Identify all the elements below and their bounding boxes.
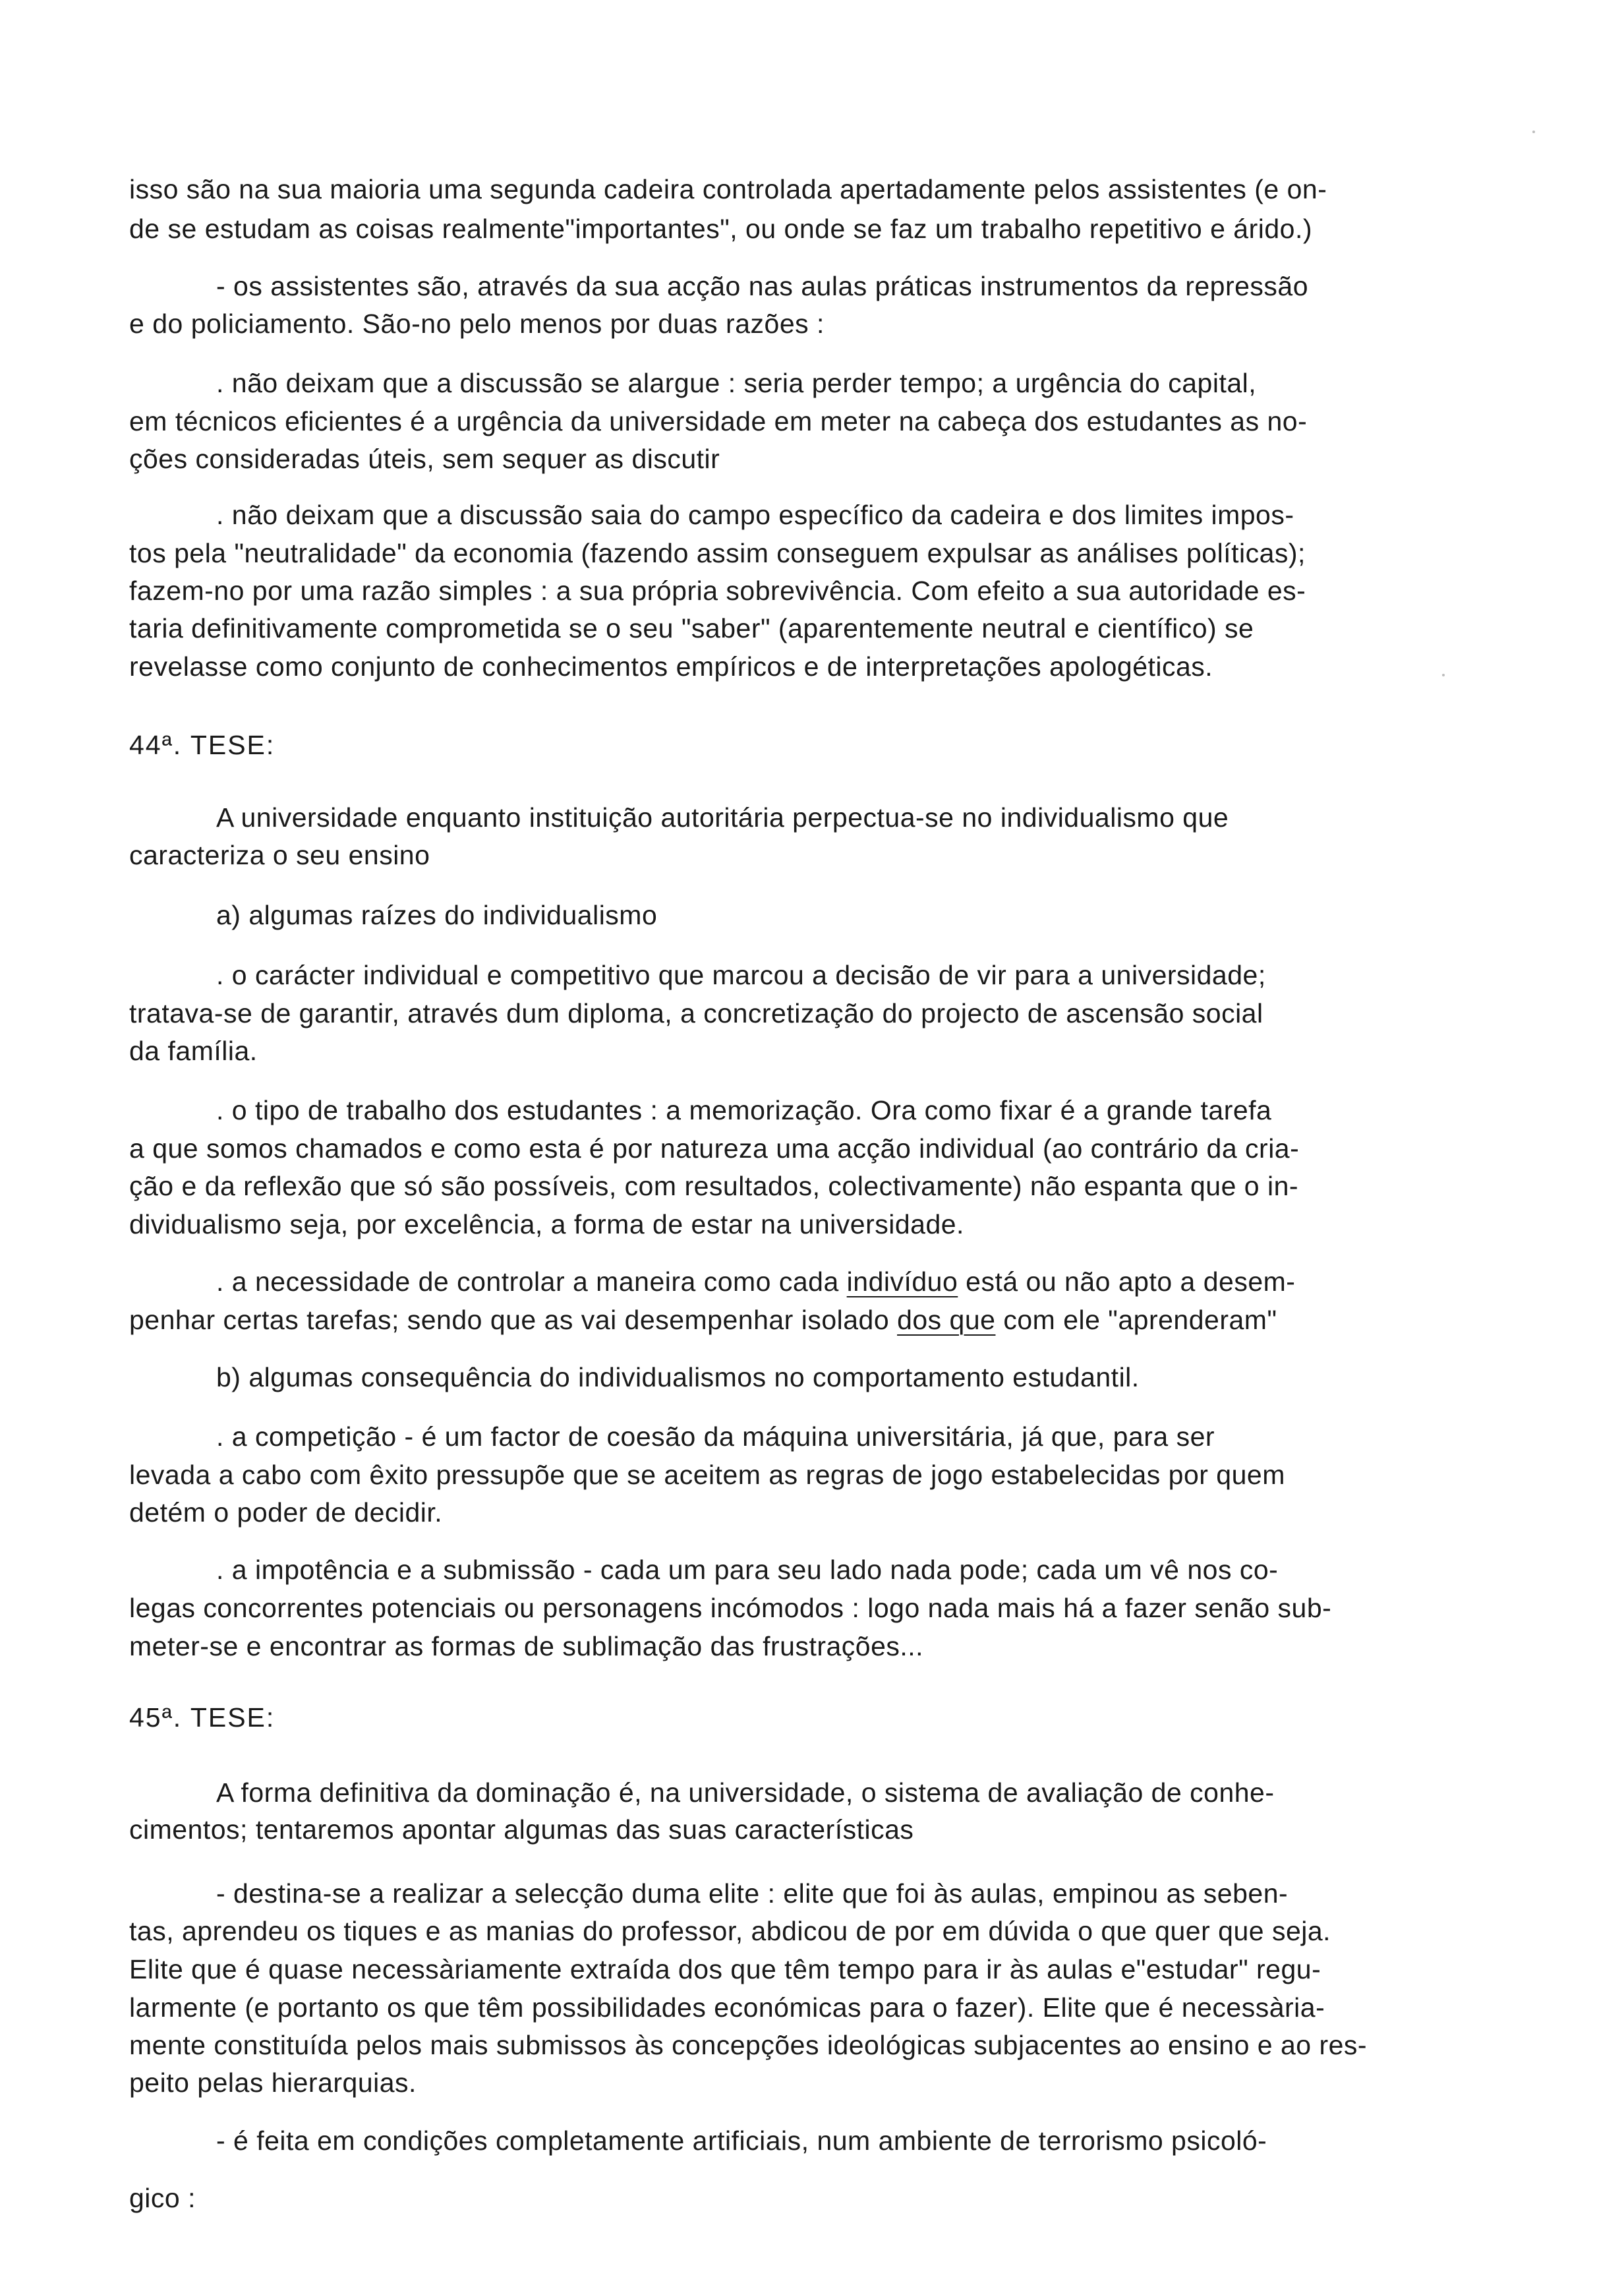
paragraph-15-line-2: gico : xyxy=(129,2183,196,2213)
paragraph-1-line-1: isso são na sua maioria uma segunda cadeira controlada apertadamente pelos assistentes (e on- xyxy=(129,174,1327,204)
paragraph-14-line-3: Elite que é quase necessàriamente extraída dos que têm tempo para ir às aulas e"estudar" regu- xyxy=(129,1954,1321,1984)
paragraph-14-line-4: larmente (e portanto os que têm possibilidades económicas para o fazer). Elite que é necessària- xyxy=(129,1992,1325,2023)
paragraph-4-line-1: . não deixam que a discussão saia do campo específico da cadeira e dos limites impos- xyxy=(216,500,1294,530)
paragraph-15-line-1: - é feita em condições completamente artificiais, num ambiente de terrorismo psicoló- xyxy=(216,2126,1267,2156)
paragraph-1-line-2: de se estudam as coisas realmente"importantes", ou onde se faz um trabalho repetitivo e árido.) xyxy=(129,214,1312,244)
paragraph-8-line-3: ção e da reflexão que só são possíveis, com resultados, colectivamente) não espanta que o in- xyxy=(129,1171,1299,1201)
paragraph-11-line-2: levada a cabo com êxito pressupõe que se aceitem as regras de jogo estabelecidas por quem xyxy=(129,1460,1285,1490)
paragraph-12-line-2: legas concorrentes potenciais ou personagens incómodos : logo nada mais há a fazer senão sub- xyxy=(129,1593,1332,1623)
paragraph-7-line-3: da família. xyxy=(129,1036,258,1066)
paragraph-8-line-2: a que somos chamados e como esta é por natureza uma acção individual (ao contrário da cria- xyxy=(129,1133,1300,1164)
paragraph-10: b) algumas consequência do individualismos no comportamento estudantil. xyxy=(216,1362,1140,1392)
thesis-44-heading: 44ª. TESE: xyxy=(129,730,276,760)
underlined-phrase-dos-que: dos que xyxy=(897,1305,996,1335)
paragraph-14-line-1: - destina-se a realizar a selecção duma elite : elite que foi às aulas, empinou as seben- xyxy=(216,1878,1289,1909)
paragraph-7-line-2: tratava-se de garantir, através dum diploma, a concretização do projecto de ascensão social xyxy=(129,998,1263,1028)
paragraph-9-line-2-start: penhar certas tarefas; sendo que as vai desempenhar isolado xyxy=(129,1305,898,1335)
paragraph-9-line-1-start: . a necessidade de controlar a maneira como cada xyxy=(216,1266,847,1297)
scan-speck xyxy=(1532,131,1535,133)
paragraph-3-line-1: . não deixam que a discussão se alargue : seria perder tempo; a urgência do capital, xyxy=(216,368,1257,398)
paragraph-14-line-5: mente constituída pelos mais submissos às concepções ideológicas subjacentes ao ensino e ao res- xyxy=(129,2030,1368,2060)
paragraph-8-line-4: dividualismo seja, por excelência, a forma de estar na universidade. xyxy=(129,1209,964,1239)
paragraph-5-line-1: A universidade enquanto instituição autoritária perpectua-se no individualismo que xyxy=(216,802,1229,833)
paragraph-13-line-2: cimentos; tentaremos apontar algumas das suas características xyxy=(129,1814,914,1845)
paragraph-3-line-2: em técnicos eficientes é a urgência da universidade em meter na cabeça dos estudantes as no- xyxy=(129,406,1308,436)
paragraph-12-line-3: meter-se e encontrar as formas de sublimação das frustrações... xyxy=(129,1631,924,1661)
underlined-word-individuo: indivíduo xyxy=(846,1266,958,1297)
paragraph-9-line-1 xyxy=(216,1263,1295,1301)
scan-speck xyxy=(1442,674,1445,676)
paragraph-11-line-3: detém o poder de decidir. xyxy=(129,1497,443,1528)
paragraph-5-line-2: caracteriza o seu ensino xyxy=(129,840,430,870)
paragraph-14-line-6: peito pelas hierarquias. xyxy=(129,2067,417,2098)
paragraph-6: a) algumas raízes do individualismo xyxy=(216,900,658,930)
paragraph-8-line-1: . o tipo de trabalho dos estudantes : a memorização. Ora como fixar é a grande tarefa xyxy=(216,1095,1272,1125)
paragraph-11-line-1: . a competição - é um factor de coesão da máquina universitária, já que, para ser xyxy=(216,1421,1215,1452)
thesis-45-heading: 45ª. TESE: xyxy=(129,1702,276,1733)
paragraph-13-line-1: A forma definitiva da dominação é, na universidade, o sistema de avaliação de conhe- xyxy=(216,1777,1275,1808)
paragraph-4-line-2: tos pela "neutralidade" da economia (fazendo assim conseguem expulsar as análises políticas); xyxy=(129,538,1306,568)
paragraph-2-line-2: e do policiamento. São-no pelo menos por duas razões : xyxy=(129,309,825,339)
paragraph-9-line-2-end: com ele "aprenderam" xyxy=(995,1305,1277,1335)
paragraph-4-line-5: revelasse como conjunto de conhecimentos empíricos e de interpretações apologéticas. xyxy=(129,651,1213,682)
paragraph-4-line-3: fazem-no por uma razão simples : a sua própria sobrevivência. Com efeito a sua autoridade es- xyxy=(129,576,1306,606)
paragraph-14-line-2: tas, aprendeu os tiques e as manias do professor, abdicou de por em dúvida o que quer que seja. xyxy=(129,1916,1331,1946)
paragraph-9-line-1-end: está ou não apto a desem- xyxy=(958,1266,1296,1297)
paragraph-7-line-1: . o carácter individual e competitivo que marcou a decisão de vir para a universidade; xyxy=(216,960,1266,990)
paragraph-4-line-4: taria definitivamente comprometida se o seu "saber" (aparentemente neutral e científico) se xyxy=(129,613,1254,643)
paragraph-12-line-1: . a impotência e a submissão - cada um para seu lado nada pode; cada um vê nos co- xyxy=(216,1555,1279,1585)
paragraph-3-line-3: ções consideradas úteis, sem sequer as discutir xyxy=(129,444,720,474)
paragraph-9-line-2 xyxy=(129,1301,1277,1339)
paragraph-2-line-1: - os assistentes são, através da sua acção nas aulas práticas instrumentos da repressão xyxy=(216,271,1309,301)
